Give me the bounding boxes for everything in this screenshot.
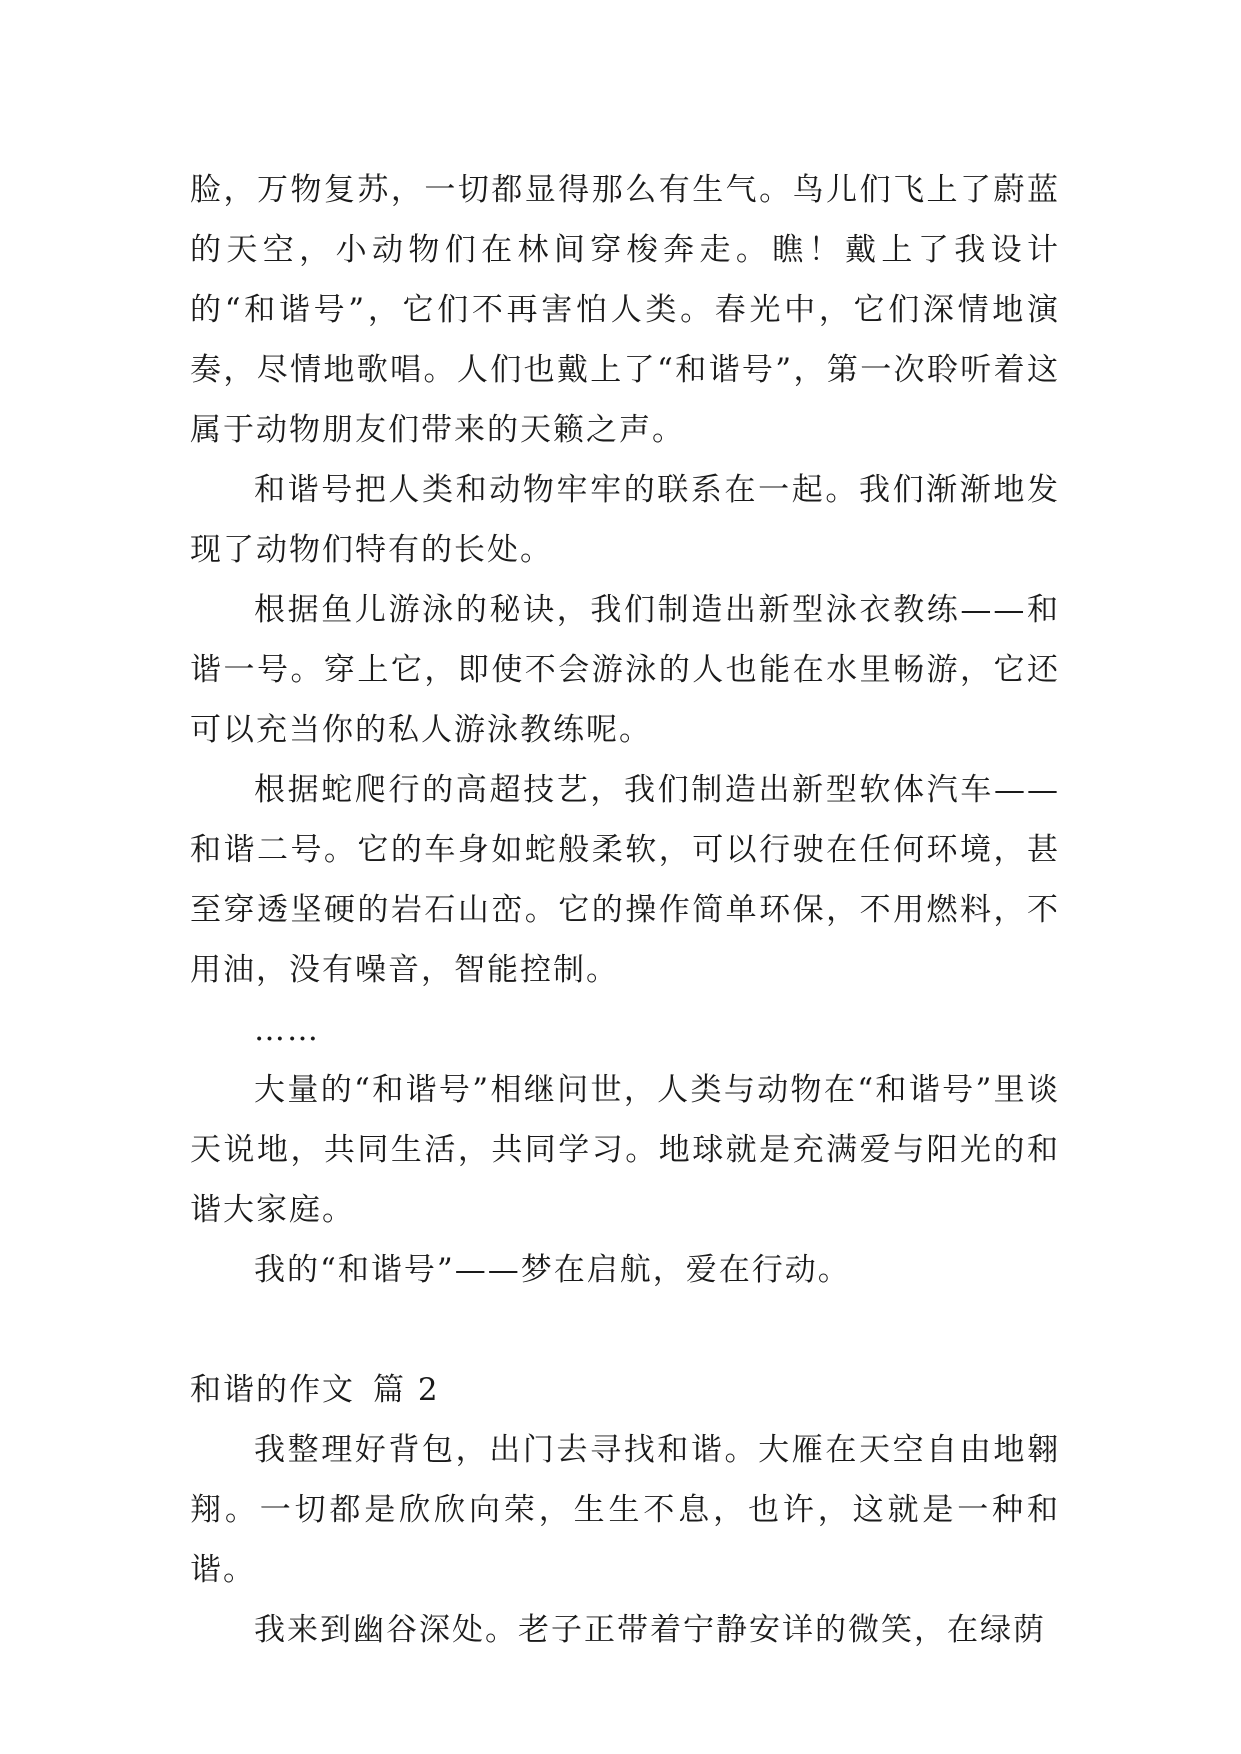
section-part-label: 篇 2 [373, 1372, 440, 1408]
paragraph: 我整理好背包，出门去寻找和谐。大雁在天空自由地翱翔。一切都是欣欣向荣，生生不息，也许，这就是一种和谐。 [190, 1432, 1060, 1588]
paragraph: 根据鱼儿游泳的秘诀，我们制造出新型泳衣教练——和谐一号。穿上它，即使不会游泳的人也能在水里畅游，它还可以充当你的私人游泳教练呢。 [190, 592, 1060, 748]
paragraph: 我的“和谐号”——梦在启航，爱在行动。 [254, 1252, 851, 1288]
paragraph: 大量的“和谐号”相继问世，人类与动物在“和谐号”里谈天说地，共同生活，共同学习。地球就是充满爱与阳光的和谐大家庭。 [190, 1072, 1060, 1228]
paragraph: 脸，万物复苏，一切都显得那么有生气。鸟儿们飞上了蔚蓝的天空，小动物们在林间穿梭奔走。瞧！戴上了我设计的“和谐号”，它们不再害怕人类。春光中，它们深情地演奏，尽情地歌唱。人们也戴上了“和谐号”，第一次聆听着这属于动物朋友们带来的天籁之声。 [190, 172, 1060, 448]
paragraph: 和谐号把人类和动物牢牢的联系在一起。我们渐渐地发现了动物们特有的长处。 [190, 472, 1060, 568]
paragraph: 我来到幽谷深处。老子正带着宁静安详的微笑，在绿荫 [254, 1612, 1046, 1648]
document-body [190, 160, 1060, 1660]
ellipsis-paragraph: …… [254, 1012, 320, 1048]
paragraph: 根据蛇爬行的高超技艺，我们制造出新型软体汽车——和谐二号。它的车身如蛇般柔软，可以行驶在任何环境，甚至穿透坚硬的岩石山峦。它的操作简单环保，不用燃料，不用油，没有噪音，智能控制。 [190, 772, 1060, 988]
section-title: 和谐的作文 [190, 1372, 355, 1408]
section-heading [190, 1360, 1060, 1420]
section-spacer [190, 1300, 1060, 1360]
